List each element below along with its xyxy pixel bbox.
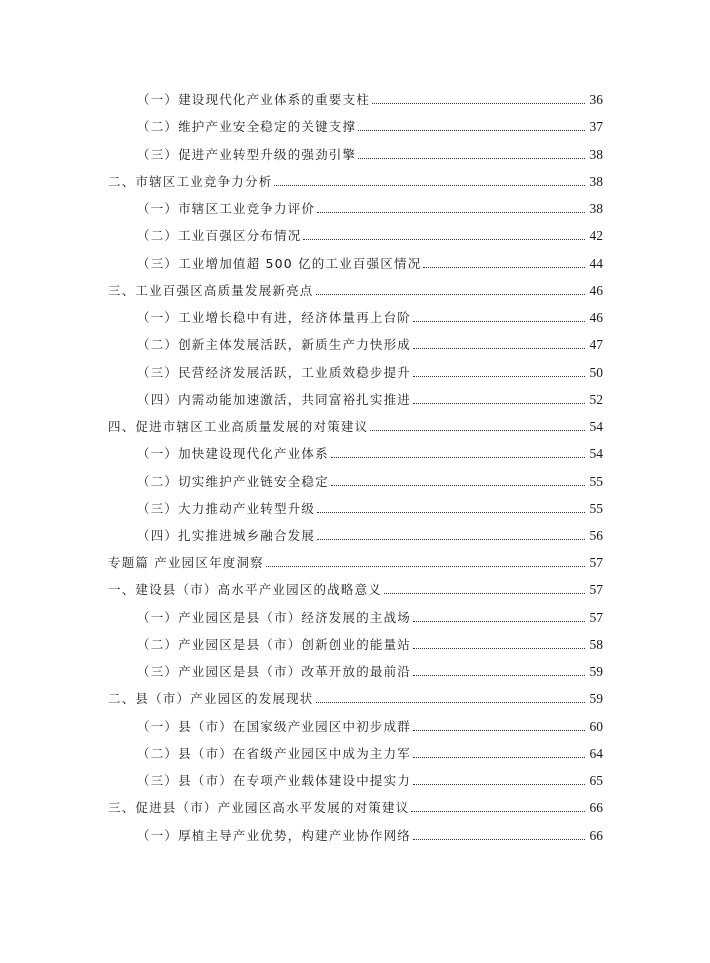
toc-subsection-entry[interactable] xyxy=(0,821,710,848)
toc-entry-title: （四）内需动能加速激活，共同富裕扎实推进 xyxy=(137,391,412,407)
toc-entry-title: 二、市辖区工业竞争力分析 xyxy=(108,173,273,189)
toc-dot-leader xyxy=(413,675,585,676)
toc-dot-leader xyxy=(274,185,585,186)
toc-page-number: 54 xyxy=(589,446,603,462)
toc-page-number: 38 xyxy=(589,173,603,189)
toc-entry-title: （四）扎实推进城乡融合发展 xyxy=(137,527,316,543)
toc-page-number: 36 xyxy=(589,92,603,108)
toc-page-number: 66 xyxy=(589,827,603,843)
toc-dot-leader xyxy=(413,621,585,622)
toc-section-entry[interactable] xyxy=(0,549,710,576)
toc-entry-title: （一）厚植主导产业优势，构建产业协作网络 xyxy=(137,827,412,843)
toc-entry-title: 三、促进县（市）产业园区高水平发展的对策建议 xyxy=(108,800,410,816)
toc-dot-leader xyxy=(266,566,585,567)
toc-dot-leader xyxy=(413,403,585,404)
toc-dot-leader xyxy=(423,267,585,268)
toc-subsection-entry[interactable] xyxy=(0,740,710,767)
toc-dot-leader xyxy=(413,730,585,731)
toc-subsection-entry[interactable] xyxy=(0,86,710,113)
toc-page-number: 59 xyxy=(589,691,603,707)
toc-dot-leader xyxy=(370,430,585,431)
toc-subsection-entry[interactable] xyxy=(0,495,710,522)
toc-subsection-entry[interactable] xyxy=(0,304,710,331)
toc-section-entry[interactable] xyxy=(0,277,710,304)
toc-page-number: 37 xyxy=(589,119,603,135)
toc-page-number: 42 xyxy=(589,228,603,244)
toc-subsection-entry[interactable] xyxy=(0,249,710,276)
toc-page-number: 44 xyxy=(589,255,603,271)
toc-subsection-entry[interactable] xyxy=(0,113,710,140)
toc-page-number: 46 xyxy=(589,310,603,326)
toc-dot-leader xyxy=(317,212,585,213)
toc-page-number: 57 xyxy=(589,555,603,571)
toc-entry-title: （二）县（市）在省级产业园区中成为主力军 xyxy=(137,745,412,761)
toc-subsection-entry[interactable] xyxy=(0,222,710,249)
toc-dot-leader xyxy=(358,158,585,159)
toc-entry-title: （二）切实维护产业链安全稳定 xyxy=(137,473,329,489)
toc-dot-leader xyxy=(413,648,585,649)
toc-entry-title: 二、县（市）产业园区的发展现状 xyxy=(108,691,314,707)
toc-page-number: 58 xyxy=(589,636,603,652)
toc-dot-leader xyxy=(316,702,585,703)
toc-dot-leader xyxy=(411,811,585,812)
toc-entry-title: （一）工业增长稳中有进，经济体量再上台阶 xyxy=(137,310,412,326)
toc-page-number: 46 xyxy=(589,282,603,298)
toc-dot-leader xyxy=(317,539,585,540)
toc-dot-leader xyxy=(413,839,585,840)
toc-section-entry[interactable] xyxy=(0,576,710,603)
toc-subsection-entry[interactable] xyxy=(0,767,710,794)
toc-subsection-entry[interactable] xyxy=(0,386,710,413)
toc-subsection-entry[interactable] xyxy=(0,195,710,222)
toc-subsection-entry[interactable] xyxy=(0,467,710,494)
toc-dot-leader xyxy=(413,757,585,758)
toc-entry-title: （三）民营经济发展活跃，工业质效稳步提升 xyxy=(137,364,412,380)
toc-subsection-entry[interactable] xyxy=(0,331,710,358)
toc-entry-title: （三）工业增加值超 500 亿的工业百强区情况 xyxy=(137,255,422,271)
toc-page-number: 56 xyxy=(589,527,603,543)
toc-entry-title: （二）工业百强区分布情况 xyxy=(137,228,302,244)
toc-section-entry[interactable] xyxy=(0,685,710,712)
toc-page-number: 55 xyxy=(589,500,603,516)
toc-entry-title: （二）产业园区是县（市）创新创业的能量站 xyxy=(137,636,412,652)
toc-page-number: 52 xyxy=(589,391,603,407)
toc-section-entry[interactable] xyxy=(0,413,710,440)
toc-dot-leader xyxy=(316,294,585,295)
toc-dot-leader xyxy=(303,239,585,240)
toc-entry-title: （一）建设现代化产业体系的重要支柱 xyxy=(137,92,370,108)
toc-entry-title: （一）产业园区是县（市）经济发展的主战场 xyxy=(137,609,412,625)
toc-entry-title: （一）县（市）在国家级产业园区中初步成群 xyxy=(137,718,412,734)
toc-entry-title: （三）促进产业转型升级的强劲引擎 xyxy=(137,146,357,162)
toc-page-number: 57 xyxy=(589,582,603,598)
toc-entry-title: 一、建设县（市）高水平产业园区的战略意义 xyxy=(108,582,383,598)
toc-page-number: 54 xyxy=(589,419,603,435)
toc-subsection-entry[interactable] xyxy=(0,522,710,549)
toc-page-number: 57 xyxy=(589,609,603,625)
toc-entry-title: 专题篇 产业园区年度洞察 xyxy=(108,555,264,571)
toc-dot-leader xyxy=(413,321,585,322)
toc-subsection-entry[interactable] xyxy=(0,140,710,167)
toc-subsection-entry[interactable] xyxy=(0,658,710,685)
toc-page-number: 65 xyxy=(589,773,603,789)
toc-section-entry[interactable] xyxy=(0,168,710,195)
toc-dot-leader xyxy=(331,457,585,458)
toc-dot-leader xyxy=(331,485,585,486)
toc-dot-leader xyxy=(358,130,585,131)
toc-page-number: 50 xyxy=(589,364,603,380)
toc-entry-title: （三）大力推动产业转型升级 xyxy=(137,500,316,516)
toc-entry-title: 四、促进市辖区工业高质量发展的对策建议 xyxy=(108,419,369,435)
toc-entry-title: （二）创新主体发展活跃，新质生产力快形成 xyxy=(137,337,412,353)
toc-page-number: 47 xyxy=(589,337,603,353)
toc-page-number: 66 xyxy=(589,800,603,816)
toc-page-number: 64 xyxy=(589,745,603,761)
toc-page-number: 60 xyxy=(589,718,603,734)
toc-dot-leader xyxy=(413,376,585,377)
toc-entry-title: （一）加快建设现代化产业体系 xyxy=(137,446,329,462)
toc-subsection-entry[interactable] xyxy=(0,712,710,739)
toc-page-number: 38 xyxy=(589,146,603,162)
toc-entry-title: （三）产业园区是县（市）改革开放的最前沿 xyxy=(137,664,412,680)
toc-dot-leader xyxy=(413,784,585,785)
toc-entry-title: （二）维护产业安全稳定的关键支撑 xyxy=(137,119,357,135)
toc-dot-leader xyxy=(317,512,585,513)
toc-section-entry[interactable] xyxy=(0,794,710,821)
toc-page-number: 38 xyxy=(589,201,603,217)
toc-entry-title: （三）县（市）在专项产业载体建设中提实力 xyxy=(137,773,412,789)
toc-entry-title: （一）市辖区工业竞争力评价 xyxy=(137,201,316,217)
toc-subsection-entry[interactable] xyxy=(0,440,710,467)
toc-subsection-entry[interactable] xyxy=(0,358,710,385)
toc-page-number: 55 xyxy=(589,473,603,489)
toc-subsection-entry[interactable] xyxy=(0,603,710,630)
toc-page-number: 59 xyxy=(589,664,603,680)
toc-dot-leader xyxy=(384,593,585,594)
toc-entry-title: 三、工业百强区高质量发展新亮点 xyxy=(108,282,314,298)
toc-dot-leader xyxy=(413,348,585,349)
toc-dot-leader xyxy=(372,103,585,104)
table-of-contents xyxy=(0,86,710,849)
toc-subsection-entry[interactable] xyxy=(0,631,710,658)
